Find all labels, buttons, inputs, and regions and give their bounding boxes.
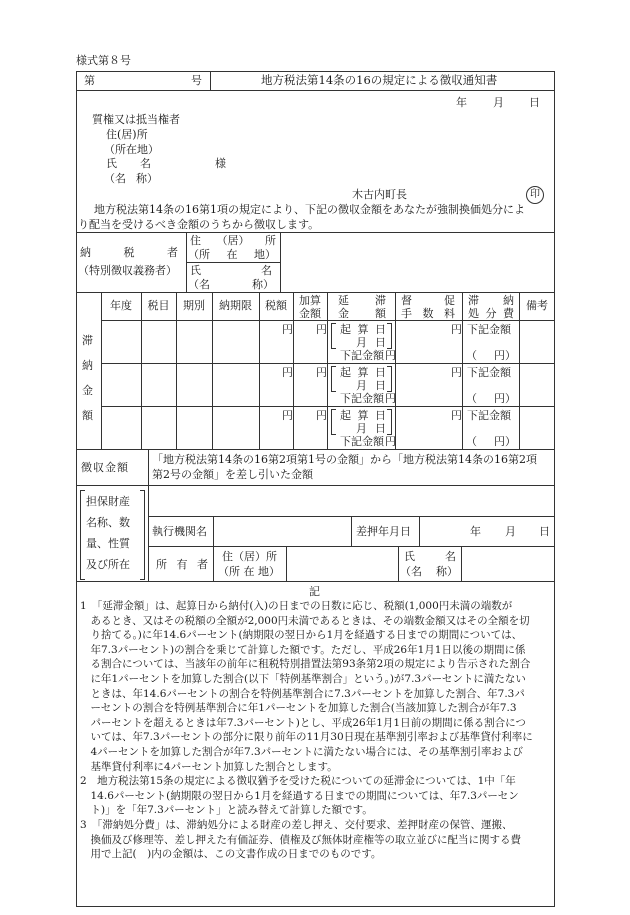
note-line: に年1パーセントを加算した割合(以下「特例基準割合」という。)が7.3パーセントに満たない — [80, 672, 526, 685]
sashiosae-hi: 日 — [539, 525, 550, 538]
col-entai-2a: 金 — [338, 307, 349, 320]
collateral-label-1: 担保財産 — [86, 495, 130, 508]
row1-paren-a: （ — [466, 349, 477, 362]
collateral-label-3: 量、性質 — [86, 537, 130, 550]
note-line: 14.6パーセント(納期限の翌日から1月を経過する日までの期間については、年7.3パーセン — [80, 789, 519, 802]
owner-address-alt: （所 在 地） — [218, 565, 280, 578]
note-line: 換価及び修理等、差し押えた有価証券、債権及び無体財産権等の取立並びに配当に関する費 — [80, 833, 521, 846]
row3-kisan-b: 算 — [357, 409, 369, 422]
col-nokigen: 納期限 — [219, 299, 252, 312]
shikko-label: 執行機関名 — [152, 525, 207, 538]
arrears-side-label — [82, 328, 96, 428]
note-line: 基準貸付利率に4パーセント加算した割合とします。 — [80, 760, 338, 773]
intro-line-2: り配当を受けるべき金額のうちから徴収します。 — [78, 218, 320, 231]
taxpayer-label-sub: （特別徴収義務者） — [78, 264, 177, 277]
row3-tainou-kaki: 下記金額 — [467, 409, 511, 422]
addressee-name-label-2: 名 — [140, 157, 151, 170]
taxpayer-name-label — [190, 264, 272, 277]
taxpayer-name-1b: 名 — [261, 264, 272, 277]
owner-name-a: 氏 — [404, 550, 415, 563]
row2-kisan-c: 日 — [375, 366, 386, 379]
addressee-sama: 様 — [215, 157, 226, 170]
intro-line-1: 地方税法第14条の16第1項の規定により、下記の徴収金額をあなたが強制換価処分によ — [94, 203, 525, 216]
owner-label-c: 者 — [197, 558, 208, 571]
row1-entai-kaki: 下記金額 — [340, 349, 384, 362]
sashiosae-label: 差押年月日 — [356, 525, 411, 538]
row1-tainou-paren — [466, 349, 516, 362]
row2-kisan-md — [356, 379, 386, 392]
note-line: る割合については、当該年の前年に租税特別措置法第93条第2項の規定により告示された割合 — [80, 658, 531, 671]
col-tokusoku-1a: 督 — [401, 294, 412, 307]
notes-block — [80, 599, 554, 862]
taxpayer-address-1a: 住 — [190, 234, 201, 247]
row3-paren-a: （ — [466, 435, 477, 448]
row3-entai-yen: 円 — [385, 435, 396, 448]
taxpayer-address-1c: 所 — [265, 234, 276, 247]
taxpayer-address-label — [190, 234, 276, 247]
row2-tainou-kaki: 下記金額 — [467, 366, 511, 379]
row1-kisan-md — [356, 336, 386, 349]
row2-kisan — [340, 366, 386, 379]
addressee-address: 住(居)所 — [106, 128, 148, 141]
note-line: ーセントの割合を特例基準割合に年1パーセントを加算した割合(当該加算した割合が年7.3 — [80, 702, 517, 715]
chosyu-text-2: 第2号の金額」を差し引いた金額 — [152, 468, 313, 481]
row2-tokusoku-yen: 円 — [451, 366, 462, 379]
taxpayer-address-2b: 在 — [226, 248, 238, 261]
collateral-label-2: 名称、数 — [86, 516, 130, 529]
taxpayer-name-alt — [188, 278, 274, 291]
note-line: 年7.3パーセント)の割合を乗じて計算した額です。ただし、平成26年1月1日以後の期間に係 — [80, 643, 526, 656]
document-title: 地方税法第14条の16の規定による徴収通知書 — [261, 73, 498, 87]
col-entai-2 — [338, 307, 386, 320]
addressee-address-alt: （所在地） — [104, 143, 159, 156]
row1-kisan-c: 日 — [375, 323, 386, 336]
addressee-role: 質権又は抵当権者 — [92, 113, 180, 126]
col-biko: 備考 — [526, 299, 548, 312]
addressee-name-alt-2: 称） — [136, 172, 158, 185]
col-tokusoku-2 — [401, 307, 455, 320]
row1-tokusoku-yen: 円 — [451, 323, 462, 336]
note-line: 4パーセントを加算した割合が年7.3パーセントに満たない場合には、その基準割引率および — [80, 745, 523, 758]
row3-paren-b: 円） — [494, 435, 516, 448]
row3-kisan-md-a: 月 — [356, 422, 367, 435]
row1-kasan-yen: 円 — [316, 323, 327, 336]
row2-zeigaku-yen: 円 — [282, 366, 293, 379]
col-tainou-1a: 滞 — [468, 294, 479, 307]
taxpayer-address-2c: 地） — [254, 248, 276, 261]
row1-kisan-a: 起 — [340, 323, 351, 336]
date-nen: 年 — [456, 96, 467, 109]
row2-kisan-a: 起 — [340, 366, 351, 379]
row2-kasan-yen: 円 — [316, 366, 327, 379]
owner-name-alt-a: （名 — [400, 565, 422, 578]
note-line: ときは、年14.6パーセントの割合を特例基準割合に7.3パーセントを加算した割合、年7.3パ — [80, 687, 525, 700]
taxpayer-label-char-1: 納 — [80, 246, 91, 259]
row2-tainou-paren — [466, 392, 516, 405]
row1-kisan-b: 算 — [357, 323, 369, 336]
taxpayer-address-2a: （所 — [188, 248, 210, 261]
note-line: パーセントを超えるときは年7.3パーセント)とし、平成26年1月1日前の期間に係る割合につ — [80, 716, 526, 729]
col-kasan-2: 金額 — [299, 307, 321, 320]
addressee-name-alt: （名 — [104, 172, 126, 185]
col-entai-2b: 額 — [375, 307, 386, 320]
col-tainou-2b: 分 — [485, 307, 497, 320]
collateral-label — [86, 491, 142, 575]
issuer-name: 木古内町長 — [352, 188, 407, 201]
row2-kisan-b: 算 — [357, 366, 369, 379]
col-zeimoku: 税目 — [147, 299, 170, 312]
col-tainou — [468, 294, 514, 307]
col-tokusoku — [401, 294, 455, 307]
header-dai: 第 — [84, 74, 95, 87]
col-tainou-1b: 納 — [503, 294, 514, 307]
col-entai-1a: 延 — [338, 294, 349, 307]
row1-paren-b: 円） — [494, 349, 516, 362]
chosyu-text-1: 「地方税法第14条の16第2項第1号の金額」から「地方税法第14条の16第2項 — [152, 453, 537, 466]
header-go: 号 — [191, 74, 202, 87]
row3-tainou-paren — [466, 435, 516, 448]
taxpayer-label — [80, 246, 178, 259]
form-number: 様式第８号 — [76, 54, 131, 67]
col-entai — [338, 294, 386, 307]
note-line: ト)」を「年7.3パーセント」と読み替えて計算した額です。 — [80, 804, 373, 817]
arrears-side-char-1: 滞 — [82, 334, 93, 347]
row3-kisan — [340, 409, 386, 422]
note-line: あるとき、又はその税額の全額が2,000円未満であるときは、その端数金額又はその全額を切 — [80, 614, 530, 627]
sashiosae-nen: 年 — [470, 525, 481, 538]
row1-kisan-md-b: 日 — [375, 336, 386, 349]
date-hi: 日 — [529, 96, 540, 109]
col-kasan: 加算 — [299, 294, 321, 307]
owner-label-a: 所 — [156, 558, 167, 571]
taxpayer-address-1b: （居） — [216, 234, 250, 247]
row2-entai-yen: 円 — [385, 392, 396, 405]
row1-zeigaku-yen: 円 — [282, 323, 293, 336]
owner-label — [156, 558, 208, 571]
row1-tainou-kaki: 下記金額 — [467, 323, 511, 336]
owner-address-label: 住（居）所 — [222, 550, 277, 563]
row3-kisan-c: 日 — [375, 409, 386, 422]
col-tainou-2a: 処 — [468, 307, 479, 320]
note-line: 2 地方税法第15条の規定による徴収猶予を受けた税についての延滞金については、1中「年 — [80, 775, 516, 788]
col-tokusoku-2a: 手 — [401, 307, 412, 320]
row3-kisan-a: 起 — [340, 409, 351, 422]
note-line: 3 「滞納処分費」は、滞納処分による財産の差し押え、交付要求、差押財産の保管、運搬、 — [80, 818, 513, 831]
row1-entai-yen: 円 — [385, 349, 396, 362]
row2-paren-b: 円） — [494, 392, 516, 405]
owner-name-alt-b: 称） — [436, 565, 458, 578]
note-line: 1 「延滞金額」は、起算日から納付(入)の日までの日数に応じ、税額(1,000円未満の端数が — [80, 600, 513, 612]
col-tokusoku-2b: 数 — [422, 307, 434, 320]
col-tokusoku-1b: 促 — [444, 294, 455, 307]
note-line: いては、年7.3パーセントの部分に限り前年の11月30日現在基準割引率および基準貸付利率に — [80, 731, 533, 744]
taxpayer-name-1a: 氏 — [190, 264, 201, 277]
owner-name-alt — [400, 565, 458, 578]
row3-entai-kaki: 下記金額 — [340, 435, 384, 448]
row1-kisan — [340, 323, 386, 336]
row3-kisan-md — [356, 422, 386, 435]
row2-paren-a: （ — [466, 392, 477, 405]
col-entai-1b: 滞 — [375, 294, 386, 307]
chosyu-label: 徴収金額 — [81, 461, 129, 474]
date-tsuki: 月 — [493, 96, 504, 109]
note-line: 用で上記( )内の金額は、この文書作成の日までのものです。 — [80, 848, 382, 861]
owner-name-label — [404, 550, 456, 563]
row2-kisan-md-a: 月 — [356, 379, 367, 392]
taxpayer-name-2a: （名 — [188, 278, 210, 291]
col-nendo: 年度 — [110, 299, 132, 312]
addressee-name-label: 氏 — [106, 157, 117, 170]
col-tokusoku-2c: 料 — [444, 307, 455, 320]
col-tainou-2c: 費 — [503, 307, 514, 320]
ki-heading: 記 — [309, 585, 320, 598]
arrears-side-char-2: 納 — [82, 359, 93, 372]
row3-kasan-yen: 円 — [316, 409, 327, 422]
col-kibetsu: 期別 — [183, 299, 205, 312]
taxpayer-label-char-2: 税 — [123, 246, 135, 259]
arrears-side-char-3: 金 — [82, 384, 93, 397]
taxpayer-name-2b: 称） — [252, 278, 274, 291]
taxpayer-address-alt — [188, 248, 276, 261]
collateral-label-4: 及び所在 — [86, 558, 130, 571]
taxpayer-label-char-3: 者 — [167, 246, 178, 259]
sashiosae-tsuki: 月 — [505, 525, 516, 538]
row3-zeigaku-yen: 円 — [282, 409, 293, 422]
row3-kisan-md-b: 日 — [375, 422, 386, 435]
row1-kisan-md-a: 月 — [356, 336, 367, 349]
note-line: り捨てる。)に年14.6パーセント(納期限の翌日から1月を経過する日までの期間については、 — [80, 629, 523, 642]
owner-name-b: 名 — [445, 550, 456, 563]
row3-tokusoku-yen: 円 — [451, 409, 462, 422]
row2-entai-kaki: 下記金額 — [340, 392, 384, 405]
col-zeigaku: 税額 — [265, 299, 287, 312]
row2-kisan-md-b: 日 — [375, 379, 386, 392]
seal-mark: 印 — [526, 186, 544, 204]
owner-label-b: 有 — [176, 558, 188, 571]
col-tainou-2 — [468, 307, 514, 320]
arrears-side-char-4: 額 — [82, 409, 93, 422]
